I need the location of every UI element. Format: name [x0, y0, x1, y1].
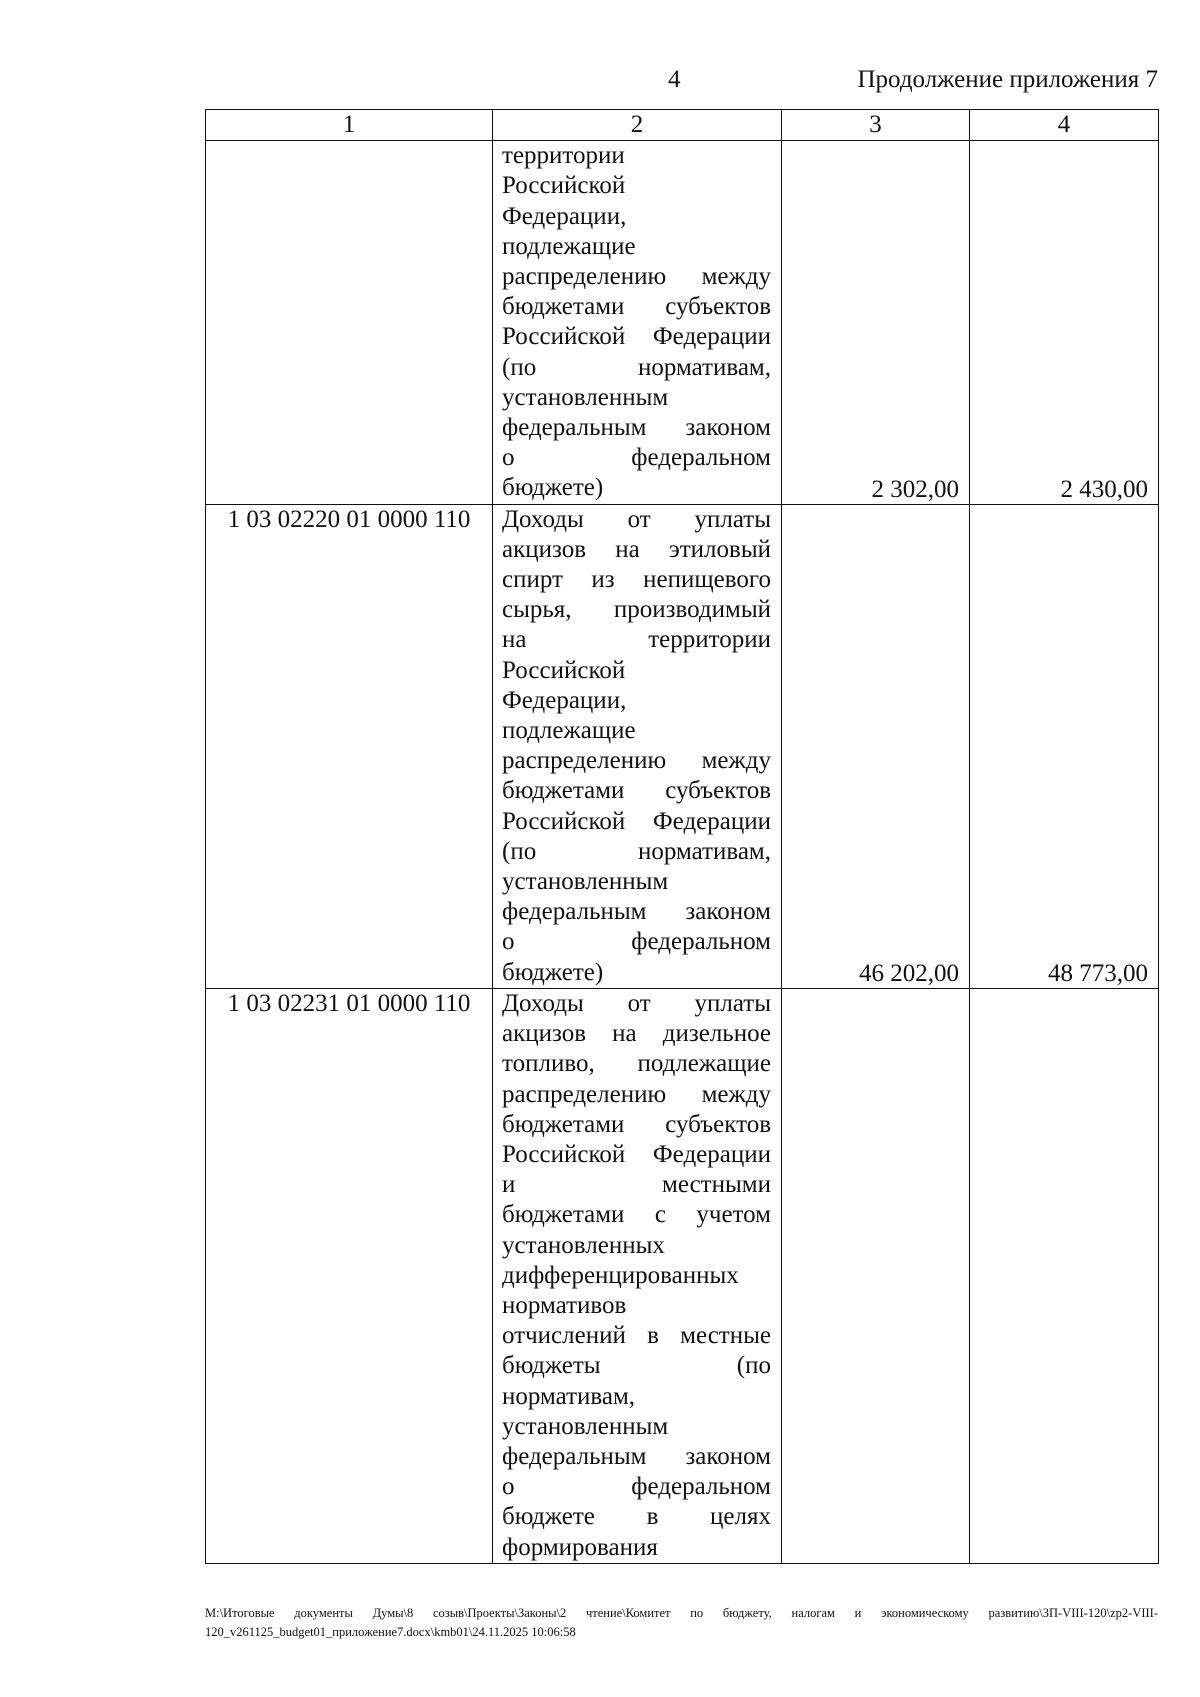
description-line: Доходы от уплаты	[502, 989, 771, 1017]
value-4: 48 773,00	[1048, 959, 1148, 987]
value-cell-4	[970, 988, 1159, 1563]
description-line: Российской Федерации	[502, 323, 771, 351]
description-line: федеральным законом	[502, 898, 771, 926]
description-line: спирт из непищевого	[502, 566, 771, 594]
description-line: Российской Федерации	[502, 807, 771, 835]
description-line: сырья, производимый	[502, 596, 771, 624]
description-line: бюджете)	[502, 474, 604, 502]
table-header-row	[206, 110, 1159, 141]
value-cell-3	[782, 988, 970, 1563]
description-line: бюджетами субъектов	[502, 777, 771, 805]
page-number: 4	[668, 66, 681, 93]
column-header: 2	[493, 110, 782, 141]
code-cell: 1 03 02231 01 0000 110	[206, 988, 493, 1563]
description-line: бюджеты (по	[502, 1352, 771, 1380]
description-line: установленным	[502, 868, 669, 896]
description-line: бюджете в целях	[502, 1503, 771, 1531]
code-cell	[206, 141, 493, 504]
description-line: подлежащие	[502, 717, 636, 745]
table-row	[206, 988, 1159, 1563]
column-header: 1	[206, 110, 493, 141]
table-row	[206, 141, 1159, 504]
value-cell-4	[970, 141, 1159, 504]
description-line: бюджетами субъектов	[502, 1110, 771, 1138]
description-line: топливо, подлежащие	[502, 1050, 771, 1078]
description-line: отчислений в местные	[502, 1322, 771, 1350]
value-4: 2 430,00	[1060, 475, 1148, 503]
file-path-footer: M:\Итоговые документы Думы\8 созыв\Проекты\Законы\2 чтение\Комитет по бюджету, налогам и экономическому развитию\ЗП-VIII-120\zp2-VIII-120_v261125_budget01_приложение7.docx\kmb01\24.11.2025 10:06:58	[205, 1606, 1158, 1639]
description-line: о федеральном	[502, 1473, 771, 1501]
description-line: нормативам,	[502, 1382, 636, 1410]
description-line: федеральным законом	[502, 414, 771, 442]
description-line: бюджетами субъектов	[502, 293, 771, 321]
description-line: установленных	[502, 1231, 665, 1259]
table-row	[206, 504, 1159, 988]
description-line: (по нормативам,	[502, 353, 771, 381]
description-line: бюджетами с учетом	[502, 1201, 771, 1229]
description-line: Российской Федерации	[502, 1140, 771, 1168]
description-line: бюджете)	[502, 958, 604, 986]
description-cell	[493, 988, 782, 1563]
description-cell	[493, 504, 782, 988]
description-line: Федерации,	[502, 686, 627, 714]
description-line: территории	[502, 142, 625, 170]
value-cell-3	[782, 504, 970, 988]
description-line: Российской	[502, 172, 626, 200]
value-3: 2 302,00	[871, 475, 959, 503]
description-line: о федеральном	[502, 444, 771, 472]
description-line: установленным	[502, 383, 669, 411]
value-3: 46 202,00	[859, 959, 959, 987]
description-line: Российской	[502, 656, 626, 684]
description-line: Федерации,	[502, 202, 627, 230]
value-cell-3	[782, 141, 970, 504]
description-cell	[493, 141, 782, 504]
description-line: федеральным законом	[502, 1442, 771, 1470]
description-line: распределению между	[502, 747, 771, 775]
description-line: установленным	[502, 1412, 669, 1440]
value-cell-4	[970, 504, 1159, 988]
description-line: распределению между	[502, 1080, 771, 1108]
description-line: акцизов на этиловый	[502, 535, 771, 563]
description-line: распределению между	[502, 263, 771, 291]
description-line: дифференцированных	[502, 1261, 739, 1289]
description-line: (по нормативам,	[502, 837, 771, 865]
description-line: Доходы от уплаты	[502, 505, 771, 533]
description-line: нормативов	[502, 1291, 627, 1319]
description-line: формирования	[502, 1533, 658, 1561]
description-line: подлежащие	[502, 232, 636, 260]
description-line: и местными	[502, 1171, 771, 1199]
column-header: 3	[782, 110, 970, 141]
appendix-caption: Продолжение приложения 7	[857, 66, 1158, 93]
description-line: на территории	[502, 626, 771, 654]
code-cell: 1 03 02220 01 0000 110	[206, 504, 493, 988]
description-line: о федеральном	[502, 928, 771, 956]
column-header: 4	[970, 110, 1159, 141]
description-line: акцизов на дизельное	[502, 1020, 771, 1048]
revenue-table	[205, 109, 1159, 1564]
